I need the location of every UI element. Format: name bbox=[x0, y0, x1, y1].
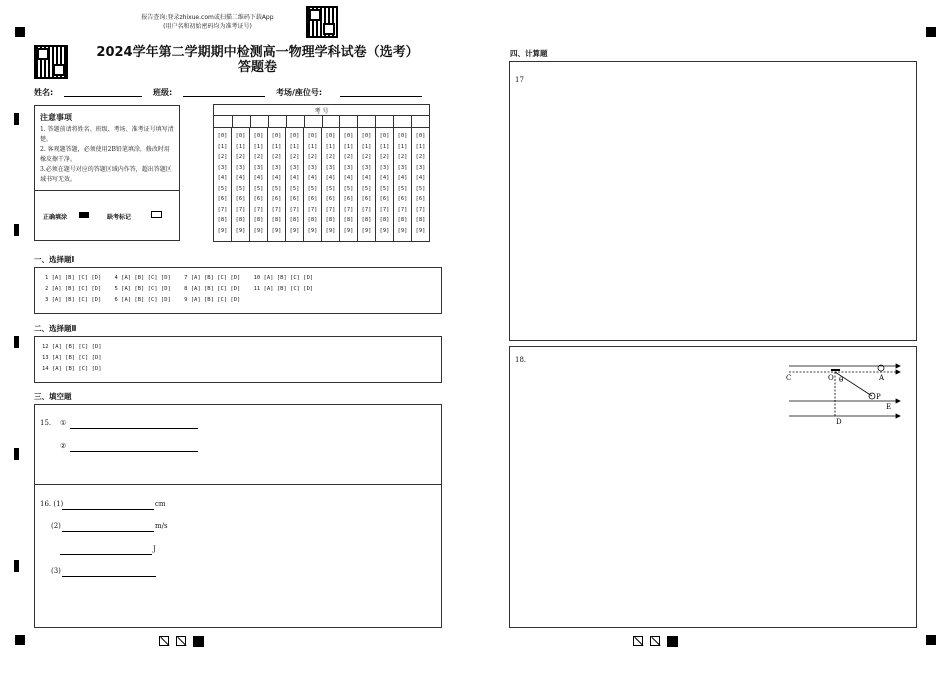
exam-digit-bubble[interactable]: [3] bbox=[361, 164, 372, 171]
seat-field[interactable] bbox=[340, 96, 422, 97]
exam-digit-bubble[interactable]: [6] bbox=[325, 196, 336, 202]
diagram-label: P bbox=[876, 393, 881, 401]
exam-digit-bubble[interactable]: [5] bbox=[217, 185, 228, 192]
exam-digit-bubble[interactable]: [0] bbox=[289, 133, 300, 139]
exam-number-column bbox=[322, 127, 340, 241]
q16-blank3[interactable] bbox=[60, 554, 152, 555]
q16-part2-label: (2) bbox=[51, 522, 61, 530]
exam-digit-bubble[interactable]: [5] bbox=[397, 185, 408, 192]
notes-list bbox=[40, 125, 174, 185]
title-line2: 答题卷 bbox=[237, 60, 277, 75]
exam-digit-bubble[interactable]: [8] bbox=[217, 217, 228, 223]
exam-number-cell-divider bbox=[304, 115, 305, 127]
q16-blank2[interactable] bbox=[62, 531, 154, 532]
exam-digit-bubble[interactable]: [2] bbox=[361, 154, 372, 160]
exam-digit-bubble[interactable]: [1] bbox=[379, 143, 390, 150]
notes-item: 1. 答题前请将姓名、班级、考场、准考证号填写清楚。 bbox=[40, 126, 174, 143]
exam-digit-bubble[interactable]: [5] bbox=[415, 185, 426, 192]
exam-digit-bubble[interactable]: [9] bbox=[379, 227, 390, 234]
name-field[interactable] bbox=[64, 96, 142, 97]
exam-digit-bubble[interactable]: [7] bbox=[307, 206, 318, 213]
exam-digit-bubble[interactable]: [7] bbox=[361, 206, 372, 213]
exam-digit-bubble[interactable]: [9] bbox=[343, 227, 354, 234]
timing-mark bbox=[14, 560, 19, 572]
exam-digit-bubble[interactable]: [1] bbox=[307, 143, 318, 150]
choice-row[interactable]: 14 [A] [B] [C] [D] bbox=[42, 366, 102, 372]
exam-digit-bubble[interactable]: [8] bbox=[415, 217, 426, 223]
exam-digit-bubble[interactable]: [5] bbox=[379, 185, 390, 192]
exam-digit-bubble[interactable]: [6] bbox=[343, 196, 354, 202]
exam-digit-bubble[interactable]: [3] bbox=[235, 164, 246, 171]
exam-digit-bubble[interactable]: [6] bbox=[217, 196, 228, 202]
exam-digit-bubble[interactable]: [7] bbox=[253, 206, 264, 213]
exam-number-column bbox=[412, 127, 429, 241]
timing-mark bbox=[14, 448, 19, 460]
q18-answer-box[interactable] bbox=[509, 346, 917, 628]
exam-digit-bubble[interactable]: [0] bbox=[253, 133, 264, 139]
exam-digit-bubble[interactable]: [6] bbox=[253, 196, 264, 202]
exam-digit-bubble[interactable]: [7] bbox=[271, 206, 282, 213]
exam-digit-bubble[interactable]: [9] bbox=[217, 227, 228, 234]
name-label: 姓名: bbox=[34, 88, 54, 97]
exam-digit-bubble[interactable]: [4] bbox=[217, 175, 228, 181]
exam-number-column bbox=[358, 127, 376, 241]
exam-digit-bubble[interactable]: [6] bbox=[361, 196, 372, 202]
exam-digit-bubble[interactable]: [9] bbox=[415, 227, 426, 234]
page-mark-empty bbox=[159, 636, 169, 646]
qr-code-icon bbox=[306, 6, 338, 38]
page-mark-empty bbox=[633, 636, 643, 646]
exam-digit-bubble[interactable]: [8] bbox=[271, 217, 282, 223]
exam-digit-bubble[interactable]: [6] bbox=[235, 196, 246, 202]
page-mark-empty bbox=[650, 636, 660, 646]
exam-digit-bubble[interactable]: [7] bbox=[217, 206, 228, 213]
q15-blank2-label: ② bbox=[60, 442, 67, 450]
exam-digit-bubble[interactable]: [5] bbox=[343, 185, 354, 192]
corner-mark-bottom-right bbox=[926, 635, 936, 645]
section1-box bbox=[34, 267, 442, 314]
exam-digit-bubble[interactable]: [2] bbox=[307, 154, 318, 160]
exam-digit-bubble[interactable]: [4] bbox=[307, 175, 318, 181]
page-mark-empty bbox=[176, 636, 186, 646]
exam-digit-bubble[interactable]: [0] bbox=[235, 133, 246, 139]
notes-box bbox=[34, 105, 180, 241]
q16-blank1[interactable] bbox=[62, 509, 154, 510]
exam-number-column bbox=[394, 127, 412, 241]
exam-digit-bubble[interactable]: [8] bbox=[343, 217, 354, 223]
exam-number-cell-divider bbox=[232, 115, 233, 127]
exam-number-column bbox=[232, 127, 250, 241]
diagram-label: θ bbox=[839, 376, 844, 384]
exam-number-cell-divider bbox=[339, 115, 340, 127]
exam-digit-bubble[interactable]: [4] bbox=[325, 175, 336, 181]
exam-number-column bbox=[286, 127, 304, 241]
exam-digit-bubble[interactable]: [1] bbox=[325, 143, 336, 150]
exam-digit-bubble[interactable]: [2] bbox=[415, 154, 426, 160]
exam-digit-bubble[interactable]: [1] bbox=[217, 143, 228, 150]
corner-mark-top-right bbox=[926, 27, 936, 37]
exam-digit-bubble[interactable]: [2] bbox=[217, 154, 228, 160]
choice-row[interactable]: 1 [A] [B] [C] [D] 4 [A] [B] [C] [D] 7 [A] [B] [C] [D] 10 [A] [B] [C] [D] bbox=[45, 275, 314, 281]
exam-digit-bubble[interactable]: [1] bbox=[415, 143, 426, 150]
exam-number-column bbox=[340, 127, 358, 241]
exam-digit-bubble[interactable]: [1] bbox=[397, 143, 408, 150]
report-notice-line1: 报告查询:登录zhixue.com或扫描二维码下载App bbox=[141, 14, 274, 21]
exam-digit-bubble[interactable]: [8] bbox=[235, 217, 246, 223]
exam-digit-bubble[interactable]: [8] bbox=[379, 217, 390, 223]
exam-digit-bubble[interactable]: [6] bbox=[271, 196, 282, 202]
diagram-label: A bbox=[879, 374, 885, 382]
q18-label: 18. bbox=[515, 356, 527, 364]
exam-digit-bubble[interactable]: [4] bbox=[235, 175, 246, 181]
exam-digit-bubble[interactable]: [4] bbox=[397, 175, 408, 181]
exam-digit-bubble[interactable]: [2] bbox=[271, 154, 282, 160]
q15-label: 15. bbox=[40, 419, 52, 427]
absent-mark-label: 缺考标记 bbox=[107, 214, 132, 221]
section3-title: 三、填空题 bbox=[34, 392, 72, 401]
exam-digit-bubble[interactable]: [4] bbox=[415, 175, 426, 181]
exam-number-cell-divider bbox=[250, 115, 251, 127]
exam-digit-bubble[interactable]: [1] bbox=[235, 143, 246, 150]
exam-digit-bubble[interactable]: [0] bbox=[217, 133, 228, 139]
exam-number-cell-divider bbox=[393, 115, 394, 127]
exam-digit-bubble[interactable]: [9] bbox=[325, 227, 336, 234]
exam-number-column bbox=[250, 127, 268, 241]
exam-digit-bubble[interactable]: [5] bbox=[235, 185, 246, 192]
correct-fill-label: 正确填涂 bbox=[43, 214, 68, 221]
exam-digit-bubble[interactable]: [9] bbox=[253, 227, 264, 234]
notes-title: 注意事项 bbox=[40, 113, 72, 122]
exam-number-label: 考 号 bbox=[314, 108, 329, 115]
exam-digit-bubble[interactable]: [5] bbox=[253, 185, 264, 192]
timing-mark bbox=[14, 224, 19, 236]
exam-digit-bubble[interactable]: [5] bbox=[271, 185, 282, 192]
exam-digit-bubble[interactable]: [3] bbox=[397, 164, 408, 171]
exam-digit-bubble[interactable]: [3] bbox=[307, 164, 318, 171]
exam-digit-bubble[interactable]: [2] bbox=[343, 154, 354, 160]
section1-title: 一、选择题Ⅰ bbox=[34, 255, 75, 264]
exam-number-grid bbox=[213, 104, 430, 242]
exam-digit-bubble[interactable]: [9] bbox=[289, 227, 300, 234]
notes-item: 2. 客观题答题，必须使用2B铅笔填涂，修改时用橡皮擦干净。 bbox=[40, 146, 170, 163]
diagram-label: E bbox=[886, 403, 892, 411]
exam-digit-bubble[interactable]: [6] bbox=[307, 196, 318, 202]
exam-digit-bubble[interactable]: [8] bbox=[397, 217, 408, 223]
correct-fill-sample bbox=[79, 212, 89, 218]
exam-digit-bubble[interactable]: [0] bbox=[361, 133, 372, 139]
class-field[interactable] bbox=[183, 96, 265, 97]
q18-diagram bbox=[786, 361, 906, 427]
diagram-label: D bbox=[836, 418, 842, 426]
exam-digit-bubble[interactable]: [8] bbox=[307, 217, 318, 223]
exam-digit-bubble[interactable]: [7] bbox=[397, 206, 408, 213]
exam-digit-bubble[interactable]: [5] bbox=[307, 185, 318, 192]
exam-digit-bubble[interactable]: [9] bbox=[307, 227, 318, 234]
exam-digit-bubble[interactable]: [3] bbox=[379, 164, 390, 171]
report-notice-line2: (用户名和初始密码均为准考证号) bbox=[163, 23, 252, 30]
exam-digit-bubble[interactable]: [3] bbox=[289, 164, 300, 171]
section2-box bbox=[34, 336, 442, 383]
exam-digit-bubble[interactable]: [2] bbox=[235, 154, 246, 160]
choice-row[interactable]: 2 [A] [B] [C] [D] 5 [A] [B] [C] [D] 8 [A] [B] [C] [D] 11 [A] [B] [C] [D] bbox=[45, 286, 314, 292]
diagram-label: O bbox=[828, 374, 834, 382]
q16-unit1: cm bbox=[155, 500, 166, 508]
qr-code-icon bbox=[34, 45, 68, 79]
page-mark-filled bbox=[667, 636, 678, 647]
exam-digit-bubble[interactable]: [1] bbox=[361, 143, 372, 150]
section2-title: 二、选择题Ⅱ bbox=[34, 324, 77, 333]
exam-number-cell-divider bbox=[411, 115, 412, 127]
q17-answer-box[interactable] bbox=[509, 61, 917, 341]
page-mark-filled bbox=[193, 636, 204, 647]
exam-digit-bubble[interactable]: [3] bbox=[217, 164, 228, 171]
exam-digit-bubble[interactable]: [6] bbox=[415, 196, 426, 202]
exam-digit-bubble[interactable]: [0] bbox=[379, 133, 390, 139]
exam-digit-bubble[interactable]: [9] bbox=[397, 227, 408, 234]
exam-digit-bubble[interactable]: [3] bbox=[325, 164, 336, 171]
notes-item: 3.必须在题号对应的答题区域内作答，超出答题区域书写无效。 bbox=[40, 166, 172, 183]
exam-digit-bubble[interactable]: [3] bbox=[253, 164, 264, 171]
exam-digit-bubble[interactable]: [1] bbox=[271, 143, 282, 150]
title-line1: 2024学年第二学期期中检测高一物理学科试卷（选考） bbox=[96, 45, 419, 60]
report-notice bbox=[120, 13, 295, 31]
exam-digit-bubble[interactable]: [0] bbox=[307, 133, 318, 139]
exam-digit-bubble[interactable]: [1] bbox=[343, 143, 354, 150]
exam-digit-bubble[interactable]: [2] bbox=[397, 154, 408, 160]
exam-digit-bubble[interactable]: [7] bbox=[289, 206, 300, 213]
exam-number-column bbox=[268, 127, 286, 241]
q16-label: 16. (1) bbox=[40, 500, 64, 508]
exam-number-cell-divider bbox=[375, 115, 376, 127]
exam-digit-bubble[interactable]: [1] bbox=[289, 143, 300, 150]
exam-digit-bubble[interactable]: [0] bbox=[397, 133, 408, 139]
corner-mark-bottom-left bbox=[15, 635, 25, 645]
exam-digit-bubble[interactable]: [4] bbox=[253, 175, 264, 181]
exam-digit-bubble[interactable]: [6] bbox=[379, 196, 390, 202]
exam-digit-bubble[interactable]: [6] bbox=[397, 196, 408, 202]
exam-number-column bbox=[376, 127, 394, 241]
exam-digit-bubble[interactable]: [3] bbox=[271, 164, 282, 171]
exam-digit-bubble[interactable]: [4] bbox=[379, 175, 390, 181]
exam-digit-bubble[interactable]: [8] bbox=[289, 217, 300, 223]
q16-part3-label: (3) bbox=[51, 567, 61, 575]
exam-number-columns bbox=[214, 127, 429, 241]
exam-number-column bbox=[214, 127, 232, 241]
q16-unit2: m/s bbox=[155, 522, 168, 530]
corner-mark-top-left bbox=[15, 27, 25, 37]
exam-digit-bubble[interactable]: [2] bbox=[325, 154, 336, 160]
q16-blank4[interactable] bbox=[62, 576, 156, 577]
q15-blank1[interactable] bbox=[70, 428, 198, 429]
exam-digit-bubble[interactable]: [1] bbox=[253, 143, 264, 150]
exam-digit-bubble[interactable]: [5] bbox=[325, 185, 336, 192]
exam-digit-bubble[interactable]: [9] bbox=[271, 227, 282, 234]
exam-number-column bbox=[304, 127, 322, 241]
exam-digit-bubble[interactable]: [7] bbox=[415, 206, 426, 213]
exam-digit-bubble[interactable]: [6] bbox=[289, 196, 300, 202]
exam-number-cell-divider bbox=[322, 115, 323, 127]
q16-unit3: J bbox=[153, 545, 156, 553]
exam-digit-bubble[interactable]: [4] bbox=[361, 175, 372, 181]
absent-mark-box[interactable] bbox=[151, 211, 162, 218]
q15-blank2[interactable] bbox=[70, 451, 198, 452]
exam-number-cell-divider bbox=[357, 115, 358, 127]
exam-digit-bubble[interactable]: [3] bbox=[343, 164, 354, 171]
exam-digit-bubble[interactable]: [0] bbox=[415, 133, 426, 139]
exam-digit-bubble[interactable]: [0] bbox=[343, 133, 354, 139]
exam-digit-bubble[interactable]: [9] bbox=[235, 227, 246, 234]
q15-blank1-label: ① bbox=[60, 419, 67, 427]
exam-digit-bubble[interactable]: [4] bbox=[289, 175, 300, 181]
page-title bbox=[90, 45, 425, 75]
choice-row[interactable]: 12 [A] [B] [C] [D] bbox=[42, 344, 102, 350]
exam-digit-bubble[interactable]: [5] bbox=[361, 185, 372, 192]
exam-digit-bubble[interactable]: [0] bbox=[325, 133, 336, 139]
exam-digit-bubble[interactable]: [0] bbox=[271, 133, 282, 139]
exam-digit-bubble[interactable]: [7] bbox=[235, 206, 246, 213]
exam-digit-bubble[interactable]: [8] bbox=[253, 217, 264, 223]
exam-number-cell-divider bbox=[286, 115, 287, 127]
exam-digit-bubble[interactable]: [7] bbox=[343, 206, 354, 213]
exam-digit-bubble[interactable]: [2] bbox=[379, 154, 390, 160]
q17-label: 17 bbox=[515, 76, 524, 84]
exam-digit-bubble[interactable]: [3] bbox=[415, 164, 426, 171]
exam-number-cell-divider bbox=[268, 115, 269, 127]
section3-box bbox=[34, 404, 442, 628]
exam-digit-bubble[interactable]: [4] bbox=[271, 175, 282, 181]
section4-title: 四、计算题 bbox=[510, 49, 548, 58]
exam-digit-bubble[interactable]: [7] bbox=[379, 206, 390, 213]
exam-digit-bubble[interactable]: [2] bbox=[253, 154, 264, 160]
exam-digit-bubble[interactable]: [8] bbox=[361, 217, 372, 223]
exam-digit-bubble[interactable]: [8] bbox=[325, 217, 336, 223]
timing-mark bbox=[14, 336, 19, 348]
seat-label: 考场/座位号: bbox=[276, 88, 323, 97]
choice-row[interactable]: 3 [A] [B] [C] [D] 6 [A] [B] [C] [D] 9 [A] [B] [C] [D] bbox=[45, 297, 241, 303]
choice-row[interactable]: 13 [A] [B] [C] [D] bbox=[42, 355, 102, 361]
diagram-label: C bbox=[786, 374, 792, 382]
exam-digit-bubble[interactable]: [9] bbox=[361, 227, 372, 234]
exam-digit-bubble[interactable]: [4] bbox=[343, 175, 354, 181]
exam-digit-bubble[interactable]: [5] bbox=[289, 185, 300, 192]
class-label: 班级: bbox=[153, 88, 173, 97]
timing-mark bbox=[14, 113, 19, 125]
exam-digit-bubble[interactable]: [7] bbox=[325, 206, 336, 213]
exam-digit-bubble[interactable]: [2] bbox=[289, 154, 300, 160]
